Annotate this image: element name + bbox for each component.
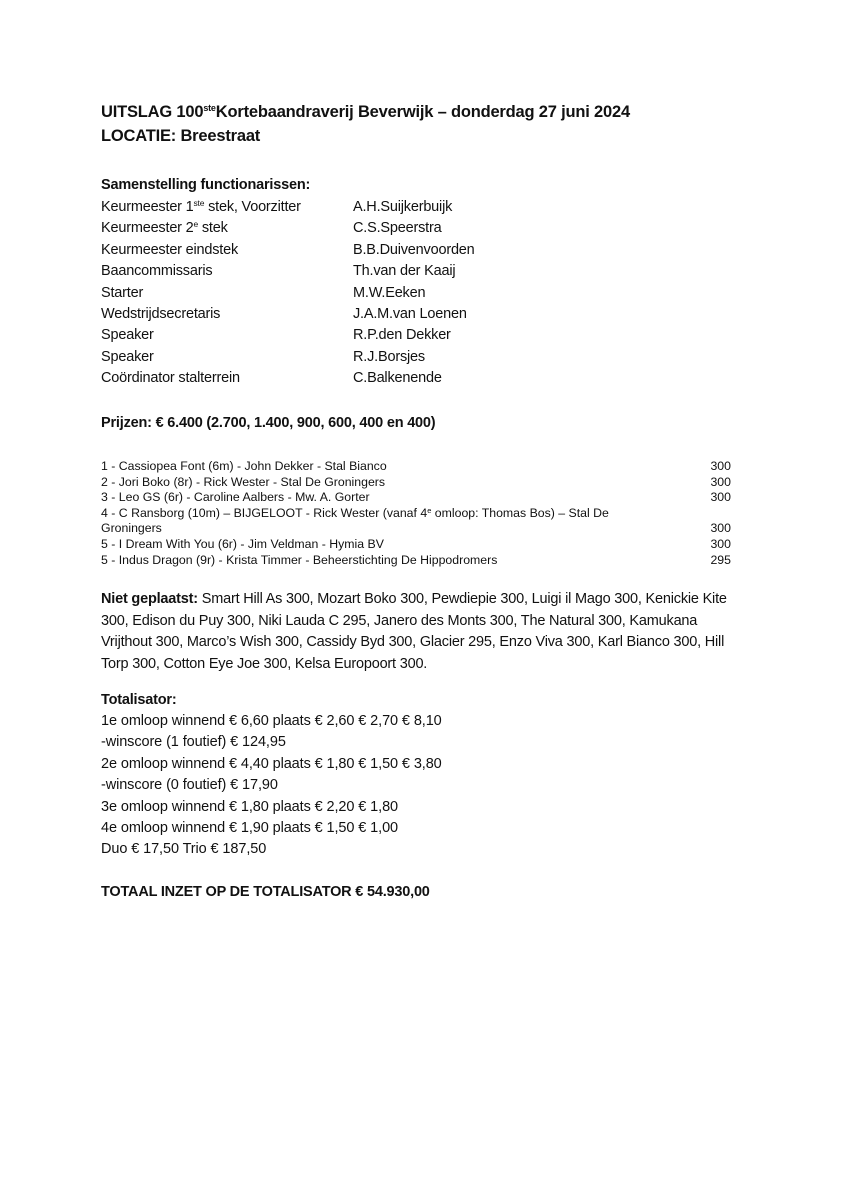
totalisator-line: -winscore (1 foutief) € 124,95 bbox=[101, 734, 286, 751]
result-points: 300 bbox=[710, 474, 731, 489]
official-role: Wedstrijdsecretaris bbox=[101, 305, 221, 322]
totalisator-lines bbox=[101, 711, 442, 861]
official-row bbox=[101, 240, 601, 261]
official-name: M.W.Eeken bbox=[353, 284, 426, 301]
totalisator-line: -winscore (0 foutief) € 17,90 bbox=[101, 777, 278, 794]
official-role: Coördinator stalterrein bbox=[101, 370, 240, 387]
result-points: 300 bbox=[710, 459, 731, 473]
official-role: Starter bbox=[101, 284, 144, 301]
results-list bbox=[101, 459, 731, 568]
result-row bbox=[101, 537, 731, 553]
result-text: 5 - Indus Dragon (9r) - Krista Timmer - Beheerstichting De Hippodromers bbox=[101, 552, 498, 567]
official-role: Keurmeester 1ste stek, Voorzitter bbox=[101, 198, 301, 215]
official-role: Keurmeester eindstek bbox=[101, 241, 239, 258]
result-text: 2 - Jori Boko (8r) - Rick Wester - Stal De Groningers bbox=[101, 474, 386, 489]
prizes-heading: Prijzen: € 6.400 (2.700, 1.400, 900, 600, 400 en 400) bbox=[101, 415, 436, 431]
official-name: C.S.Speerstra bbox=[353, 220, 442, 237]
result-points: 300 bbox=[710, 490, 731, 505]
document-title bbox=[101, 100, 630, 148]
official-name: B.B.Duivenvoorden bbox=[353, 241, 475, 258]
official-name: Th.van der Kaaij bbox=[353, 263, 456, 280]
totalisator-line: 1e omloop winnend € 6,60 plaats € 2,60 € 2,70 € 8,10 bbox=[101, 713, 442, 729]
result-points: 300 bbox=[710, 521, 731, 536]
title-line: UITSLAG 100steKortebaandraverij Beverwijk – donderdag 27 juni 2024 bbox=[101, 103, 630, 121]
official-row bbox=[101, 218, 601, 239]
result-text: 4 - C Ransborg (10m) – BIJGELOOT - Rick Wester (vanaf 4e omloop: Thomas Bos) – Stal De Groningers bbox=[101, 505, 609, 536]
result-row bbox=[101, 506, 731, 537]
result-points: 300 bbox=[710, 536, 731, 551]
totalisator-heading: Totalisator: bbox=[101, 692, 177, 708]
result-text: 1 - Cassiopea Font (6m) - John Dekker - Stal Bianco bbox=[101, 459, 387, 473]
result-row bbox=[101, 490, 731, 506]
totalisator-line: 3e omloop winnend € 1,80 plaats € 2,20 € 1,80 bbox=[101, 798, 399, 815]
not-placed-label: Niet geplaatst: bbox=[101, 591, 198, 607]
location-line: LOCATIE: Breestraat bbox=[101, 127, 261, 145]
result-text: 5 - I Dream With You (6r) - Jim Veldman - Hymia BV bbox=[101, 536, 384, 551]
official-role: Keurmeester 2e stek bbox=[101, 219, 228, 237]
official-name: J.A.M.van Loenen bbox=[353, 305, 467, 322]
official-row bbox=[101, 325, 601, 346]
official-name: R.P.den Dekker bbox=[353, 327, 451, 344]
official-name: A.H.Suijkerbuijk bbox=[353, 199, 453, 215]
official-name: C.Balkenende bbox=[353, 370, 442, 387]
totalisator-line: 4e omloop winnend € 1,90 plaats € 1,50 € 1,00 bbox=[101, 820, 399, 837]
totalisator-line: Duo € 17,50 Trio € 187,50 bbox=[101, 841, 267, 858]
not-placed-text: Smart Hill As 300, Mozart Boko 300, Pewdiepie 300, Luigi il Mago 300, Kenickie Kite 300, Edison du Puy 300, Niki Lauda C 295, Janero des Monts 300, The Natural 300, Kamukana Vrijthout 300, Marco’s Wish 300, Cassidy Byd 300, Glacier 295, Enzo Viva 300, Karl Bianco 300, Hill Torp 300, Cotton Eye Joe 300, Kelsa Europoort 300. bbox=[101, 591, 727, 672]
result-text: 3 - Leo GS (6r) - Caroline Aalbers - Mw. A. Gorter bbox=[101, 490, 370, 505]
result-points: 295 bbox=[710, 552, 731, 567]
result-row bbox=[101, 553, 731, 569]
official-row bbox=[101, 304, 601, 325]
official-role: Speaker bbox=[101, 348, 154, 365]
result-row bbox=[101, 475, 731, 491]
official-role: Speaker bbox=[101, 327, 154, 344]
result-row bbox=[101, 459, 731, 475]
official-name: R.J.Borsjes bbox=[353, 348, 425, 365]
official-row bbox=[101, 197, 601, 218]
official-row bbox=[101, 283, 601, 304]
official-row bbox=[101, 347, 601, 368]
official-row bbox=[101, 261, 601, 282]
total-stake: TOTAAL INZET OP DE TOTALISATOR € 54.930,00 bbox=[101, 884, 430, 900]
officials-heading: Samenstelling functionarissen: bbox=[101, 177, 311, 193]
official-row bbox=[101, 368, 601, 389]
officials-list bbox=[101, 197, 601, 390]
totalisator-line: 2e omloop winnend € 4,40 plaats € 1,80 € 1,50 € 3,80 bbox=[101, 755, 442, 772]
official-role: Baancommissaris bbox=[101, 263, 213, 280]
not-placed-paragraph bbox=[101, 589, 741, 675]
